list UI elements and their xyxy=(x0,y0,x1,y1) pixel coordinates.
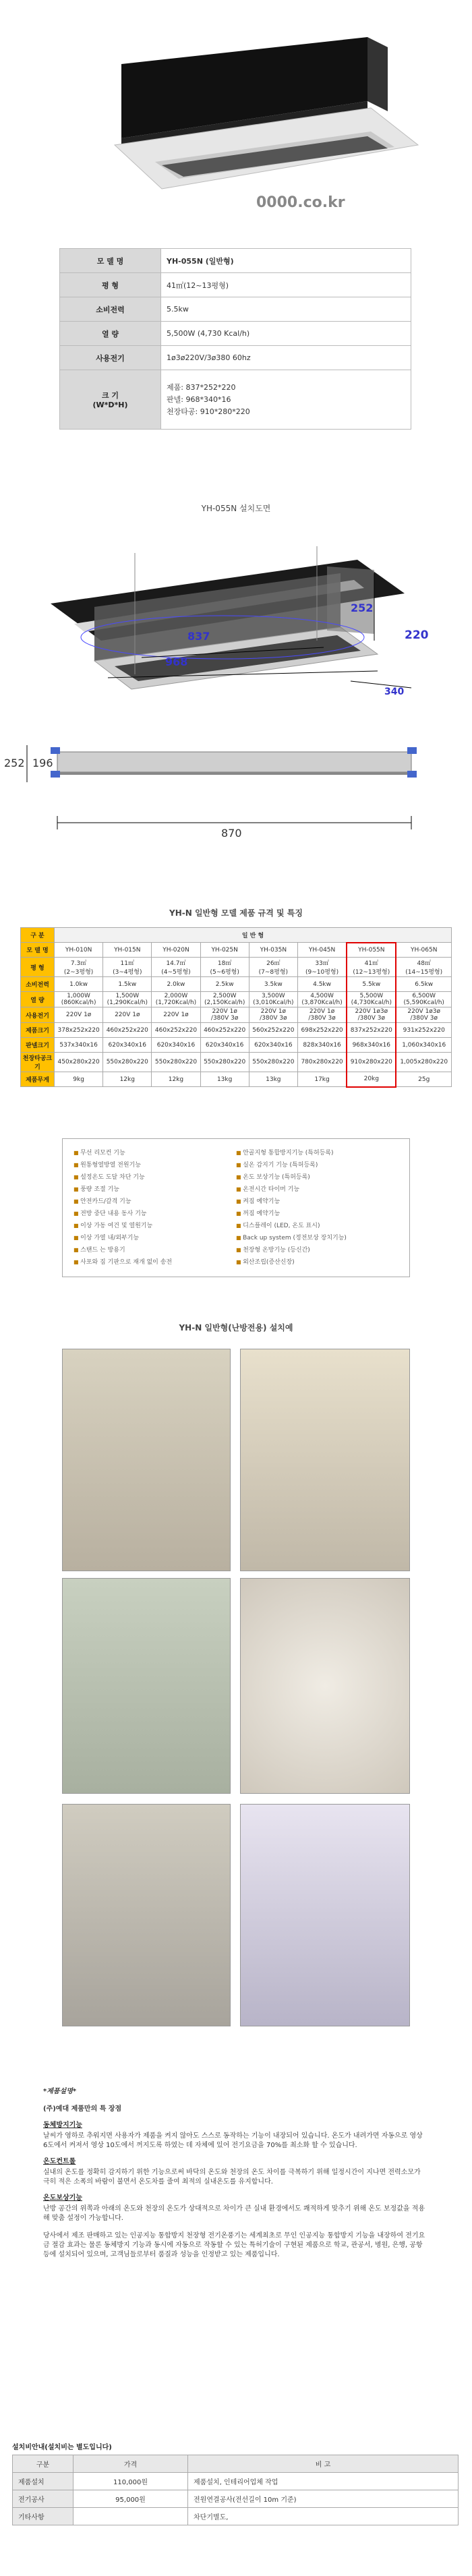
cmp-cell: 220V 1ø3ø /380V 3ø xyxy=(347,1007,396,1023)
feature-item: ■ 스탠드 는 방용기 xyxy=(73,1244,236,1256)
feature-item: ■ 천장형 온방기능 (등신간) xyxy=(236,1244,399,1256)
cmp-cell: 620x340x16 xyxy=(249,1038,297,1053)
spec-label: 평 형 xyxy=(60,273,161,297)
desc-closing: 당사에서 제조 판매하고 있는 인공지능 통합방지 천장형 전기온풍기는 세계최초로 무인 인공지능 통합방지 기능을 내장하여 전기요금 절감 효과는 물론 동체방지 기능과 동시에 자동으로 작동할 수 있는 특허기술이 구현된 제품으로 학교, 관공서, 병원, 은행, 공항 등에 설치되어 있으며, 고객님들로부터 품질과 성능을 인정받고 있는 제품입니다. xyxy=(43,2232,425,2258)
cmp-cell: YH-015N xyxy=(103,943,152,958)
dim-252: 252 xyxy=(351,602,374,614)
install-photo-6 xyxy=(240,1804,410,2026)
spec-table xyxy=(59,248,411,430)
cmp-cell: 220V 1ø /380V 3ø xyxy=(297,1007,347,1023)
cmp-cell: 460x252x220 xyxy=(200,1023,249,1038)
spec-value: 5,500W (4,730 Kcal/h) xyxy=(161,322,411,346)
cmp-cell: 620x340x16 xyxy=(200,1038,249,1053)
desc-section-title: 온도컨트롤 xyxy=(43,2158,76,2165)
spec-value: 1ø3ø220V/3ø380 60hz xyxy=(161,346,411,370)
cmp-row xyxy=(21,943,452,958)
cmp-cell: 9kg xyxy=(55,1072,103,1087)
cmp-cell: 3,500W (3,010Kcal/h) xyxy=(249,992,297,1007)
cmp-cell: YH-025N xyxy=(200,943,249,958)
cmp-cell: 1,500W (1,290Kcal/h) xyxy=(103,992,152,1007)
cmp-row xyxy=(21,977,452,992)
feature-item: ■ 안골지형 통합방지기능 (특허등록) xyxy=(236,1147,399,1159)
cmp-cell: 4.5kw xyxy=(297,977,347,992)
cmp-cell: 13kg xyxy=(249,1072,297,1087)
cmp-cell: 41㎡ (12~13평형) xyxy=(347,958,396,977)
cmp-cell: 1,000W (860Kcal/h) xyxy=(55,992,103,1007)
dim-340: 340 xyxy=(384,686,405,697)
cmp-cell: 550x280x220 xyxy=(103,1053,152,1072)
cmp-cell: 2.0kw xyxy=(152,977,200,992)
dim-252-side: 252 xyxy=(4,757,25,769)
cmp-cell: YH-055N xyxy=(347,943,396,958)
cmp-cell: 12kg xyxy=(152,1072,200,1087)
cmp-row-label: 천장타공크기 xyxy=(21,1053,55,1072)
cmp-cell: 5.5kw xyxy=(347,977,396,992)
installation-drawing xyxy=(0,539,472,850)
cmp-row-label: 모 델 명 xyxy=(21,943,55,958)
cmp-cell: 550x280x220 xyxy=(152,1053,200,1072)
cmp-header-group: 일 반 형 xyxy=(55,928,452,943)
cmp-row-label: 열 량 xyxy=(21,992,55,1007)
cmp-row-label: 소비전력 xyxy=(21,977,55,992)
cmp-cell: 12kg xyxy=(103,1072,152,1087)
cmp-cell: 460x252x220 xyxy=(152,1023,200,1038)
cmp-cell: 828x340x16 xyxy=(297,1038,347,1053)
cmp-cell: 6.5kw xyxy=(396,977,451,992)
install-cell-note: 비 고 xyxy=(188,2455,459,2473)
feature-item: ■ 풍량 조절 기능 xyxy=(73,1183,236,1196)
feature-item: ■ 사포와 짐 기판으로 재개 없이 송전 xyxy=(73,1256,236,1268)
spec-value: 5.5kw xyxy=(161,297,411,322)
feature-item: ■ 무선 리모컨 기능 xyxy=(73,1147,236,1159)
install-cell-note: 차단기별도, xyxy=(188,2508,459,2525)
install-cell-item: 제품설치 xyxy=(13,2473,73,2490)
install-photo-4 xyxy=(240,1578,410,1794)
feature-item: ■ 켜짐 예약기능 xyxy=(236,1196,399,1208)
product-description xyxy=(43,2087,429,2260)
feature-item: ■ 온도 보상기능 (특허등록) xyxy=(236,1171,399,1183)
spec-value: 41㎡(12~13평형) xyxy=(161,273,411,297)
cmp-cell: 780x280x220 xyxy=(297,1053,347,1072)
feature-item: ■ 안전카드/갈격 기능 xyxy=(73,1196,236,1208)
install-photo-3 xyxy=(62,1578,231,1794)
cmp-row xyxy=(21,1007,452,1023)
photos-title: YH-N 일반형(난방전용) 설치예 xyxy=(179,1323,293,1333)
cmp-row xyxy=(21,958,452,977)
install-cell-item: 전기공사 xyxy=(13,2490,73,2508)
cmp-row xyxy=(21,992,452,1007)
cmp-cell: 220V 1ø xyxy=(103,1007,152,1023)
cmp-cell: 6,500W (5,590Kcal/h) xyxy=(396,992,451,1007)
cmp-cell: 11㎡ (3~4평형) xyxy=(103,958,152,977)
cmp-cell: 220V 1ø xyxy=(55,1007,103,1023)
install-row xyxy=(13,2490,459,2508)
cmp-cell: 550x280x220 xyxy=(249,1053,297,1072)
cmp-cell: 1.0kw xyxy=(55,977,103,992)
cmp-row xyxy=(21,1023,452,1038)
cmp-cell: 537x340x16 xyxy=(55,1038,103,1053)
desc-section-title: 동체방지기능 xyxy=(43,2121,82,2129)
desc-company-line: (주)예대 제품만의 특 장점 xyxy=(43,2105,122,2113)
dim-220: 220 xyxy=(405,628,429,642)
cmp-cell: 460x252x220 xyxy=(103,1023,152,1038)
cmp-cell: 5,500W (4,730Kcal/h) xyxy=(347,992,396,1007)
cmp-row-label: 제품무게 xyxy=(21,1072,55,1087)
cmp-row-label: 사용전기 xyxy=(21,1007,55,1023)
dim-196: 196 xyxy=(32,757,53,769)
cmp-cell: 220V 1ø /380V 3ø xyxy=(249,1007,297,1023)
cmp-cell: 4,500W (3,870Kcal/h) xyxy=(297,992,347,1007)
cmp-cell: 18㎡ (5~6평형) xyxy=(200,958,249,977)
install-photo-5 xyxy=(62,1804,231,2026)
spec-value-model: YH-055N (일반형) xyxy=(161,249,411,273)
hero-product-image xyxy=(0,0,472,243)
install-photo-2 xyxy=(240,1349,410,1571)
cmp-cell: 20kg xyxy=(347,1072,396,1087)
cmp-cell: 698x252x220 xyxy=(297,1023,347,1038)
install-cell-item: 기타사항 xyxy=(13,2508,73,2525)
dim-968: 968 xyxy=(165,655,188,668)
cmp-cell: 3.5kw xyxy=(249,977,297,992)
install-row xyxy=(13,2473,459,2490)
install-cell-note: 제품설치, 인테리어업체 작업 xyxy=(188,2473,459,2490)
cmp-cell: 2,000W (1,720Kcal/h) xyxy=(152,992,200,1007)
cmp-header-col: 구 분 xyxy=(21,928,55,943)
cmp-cell: 14.7㎡ (4~5평형) xyxy=(152,958,200,977)
features-right-list xyxy=(236,1147,399,1268)
cmp-cell: 2.5kw xyxy=(200,977,249,992)
cmp-cell: YH-065N xyxy=(396,943,451,958)
spec-label: 소비전력 xyxy=(60,297,161,322)
install-cell-note: 전원연결공사(전선길이 10m 기준) xyxy=(188,2490,459,2508)
comparison-title: YH-N 일반형 모델 제품 규격 및 특징 xyxy=(169,908,303,918)
install-table xyxy=(12,2455,459,2525)
cmp-cell: 550x280x220 xyxy=(200,1053,249,1072)
cmp-cell: 837x252x220 xyxy=(347,1023,396,1038)
cmp-cell: 450x280x220 xyxy=(55,1053,103,1072)
spec-label: 열 량 xyxy=(60,322,161,346)
cmp-row xyxy=(21,1038,452,1053)
install-title: 설치비안내(설치비는 별도입니다) xyxy=(12,2444,112,2451)
cmp-cell: 1,060x340x16 xyxy=(396,1038,451,1053)
cmp-cell: 7.3㎡ (2~3평형) xyxy=(55,958,103,977)
spec-label: 사용전기 xyxy=(60,346,161,370)
cmp-row xyxy=(21,1072,452,1087)
feature-item: ■ 이상 가열 내/외부기능 xyxy=(73,1232,236,1244)
cmp-cell: 220V 1ø xyxy=(152,1007,200,1023)
cmp-cell: YH-045N xyxy=(297,943,347,958)
feature-item: ■ 실온 감지기 기능 (특허등록) xyxy=(236,1159,399,1171)
cmp-cell: 48㎡ (14~15평형) xyxy=(396,958,451,977)
feature-item: ■ 전방 중단 내용 동사 기능 xyxy=(73,1208,236,1220)
cmp-row-label: 평 형 xyxy=(21,958,55,977)
cmp-cell: 2,500W (2,150Kcal/h) xyxy=(200,992,249,1007)
cmp-cell: 1.5kw xyxy=(103,977,152,992)
cmp-cell: 968x340x16 xyxy=(347,1038,396,1053)
cmp-row-label: 제품크기 xyxy=(21,1023,55,1038)
dim-870: 870 xyxy=(221,827,242,840)
feature-item: ■ 온전시간 타이머 기능 xyxy=(236,1183,399,1196)
cmp-cell: 220V 1ø3ø /380V 3ø xyxy=(396,1007,451,1023)
feature-item: ■ 원통형열방열 전원기능 xyxy=(73,1159,236,1171)
feature-item: ■ Back up system (정전보상 장치기능) xyxy=(236,1232,399,1244)
cmp-cell: 25g xyxy=(396,1072,451,1087)
desc-section-title: 온도보상기능 xyxy=(43,2194,82,2202)
cmp-cell: YH-010N xyxy=(55,943,103,958)
install-cell-price xyxy=(73,2508,188,2525)
desc-section-text: 실내의 온도를 정확히 감지하기 위한 기능으로써 바닥의 온도와 천장의 온도 차이를 극복하기 위해 일정시간이 지나면 전력소모가 극히 적은 소폭의 바람이 불면서 온도차를 줄여 최적의 실내온도를 유지합니다. xyxy=(43,2169,421,2186)
cmp-cell: 26㎡ (7~8평형) xyxy=(249,958,297,977)
install-row xyxy=(13,2508,459,2525)
drawing-title: YH-055N 설치도면 xyxy=(201,504,271,513)
comparison-table xyxy=(20,927,452,1088)
cmp-cell: 13kg xyxy=(200,1072,249,1087)
install-cell-price: 110,000원 xyxy=(73,2473,188,2490)
install-cell-price: 95,000원 xyxy=(73,2490,188,2508)
install-row xyxy=(13,2455,459,2473)
spec-label: 모 델 명 xyxy=(60,249,161,273)
feature-item: ■ 외산조립(증산신장) xyxy=(236,1256,399,1268)
feature-item: ■ 설정온도 도달 차단 기능 xyxy=(73,1171,236,1183)
cmp-cell: YH-035N xyxy=(249,943,297,958)
spec-label-size: 크 기 (W*D*H) xyxy=(60,370,161,430)
cmp-cell: 620x340x16 xyxy=(103,1038,152,1053)
cmp-cell: 220V 1ø /380V 3ø xyxy=(200,1007,249,1023)
spec-value-size: 제품: 837*252*220 판넬: 968*340*16 천장타공: 910*280*220 xyxy=(161,370,411,430)
features-left-list xyxy=(73,1147,236,1268)
feature-item: ■ 꺼짐 예약기능 xyxy=(236,1208,399,1220)
features-box xyxy=(62,1138,410,1277)
cmp-cell: 17kg xyxy=(297,1072,347,1087)
install-cell-price: 가격 xyxy=(73,2455,188,2473)
cmp-cell: 620x340x16 xyxy=(152,1038,200,1053)
watermark-text: 0000.co.kr xyxy=(256,194,345,211)
cmp-cell: 931x252x220 xyxy=(396,1023,451,1038)
cmp-cell: 560x252x220 xyxy=(249,1023,297,1038)
install-photo-1 xyxy=(62,1349,231,1571)
desc-intro-title: *제품설명* xyxy=(43,2088,77,2095)
cmp-row xyxy=(21,1053,452,1072)
cmp-cell: 33㎡ (9~10평형) xyxy=(297,958,347,977)
cmp-cell: 910x280x220 xyxy=(347,1053,396,1072)
cmp-cell: 1,005x280x220 xyxy=(396,1053,451,1072)
desc-section-text: 난방 공간의 위쪽과 아래의 온도와 천장의 온도가 상대적으로 차이가 큰 실내 환경에서도 쾌적하게 맞추기 위해 온도 보정값을 적용해 맞춤 설정이 가능합니다. xyxy=(43,2205,425,2222)
cmp-cell: YH-020N xyxy=(152,943,200,958)
feature-item: ■ 이상 가동 여건 및 열원기능 xyxy=(73,1220,236,1232)
feature-item: ■ 디스플레이 (LED, 온도 표시) xyxy=(236,1220,399,1232)
desc-section-text: 날씨가 영하로 추워지면 사용자가 제품을 켜지 않아도 스스로 동작하는 기능이 내장되어 있습니다. 온도가 내려가면 자동으로 영상 6도에서 켜져서 영상 10도에서 꺼지도록 하였는 데 자체에 있어 전기요금을 70%를 최소화 할 수 있습니다. xyxy=(43,2132,423,2149)
cmp-row-label: 판넬크기 xyxy=(21,1038,55,1053)
install-cell-item: 구분 xyxy=(13,2455,73,2473)
dim-837: 837 xyxy=(187,630,210,643)
cmp-cell: 378x252x220 xyxy=(55,1023,103,1038)
